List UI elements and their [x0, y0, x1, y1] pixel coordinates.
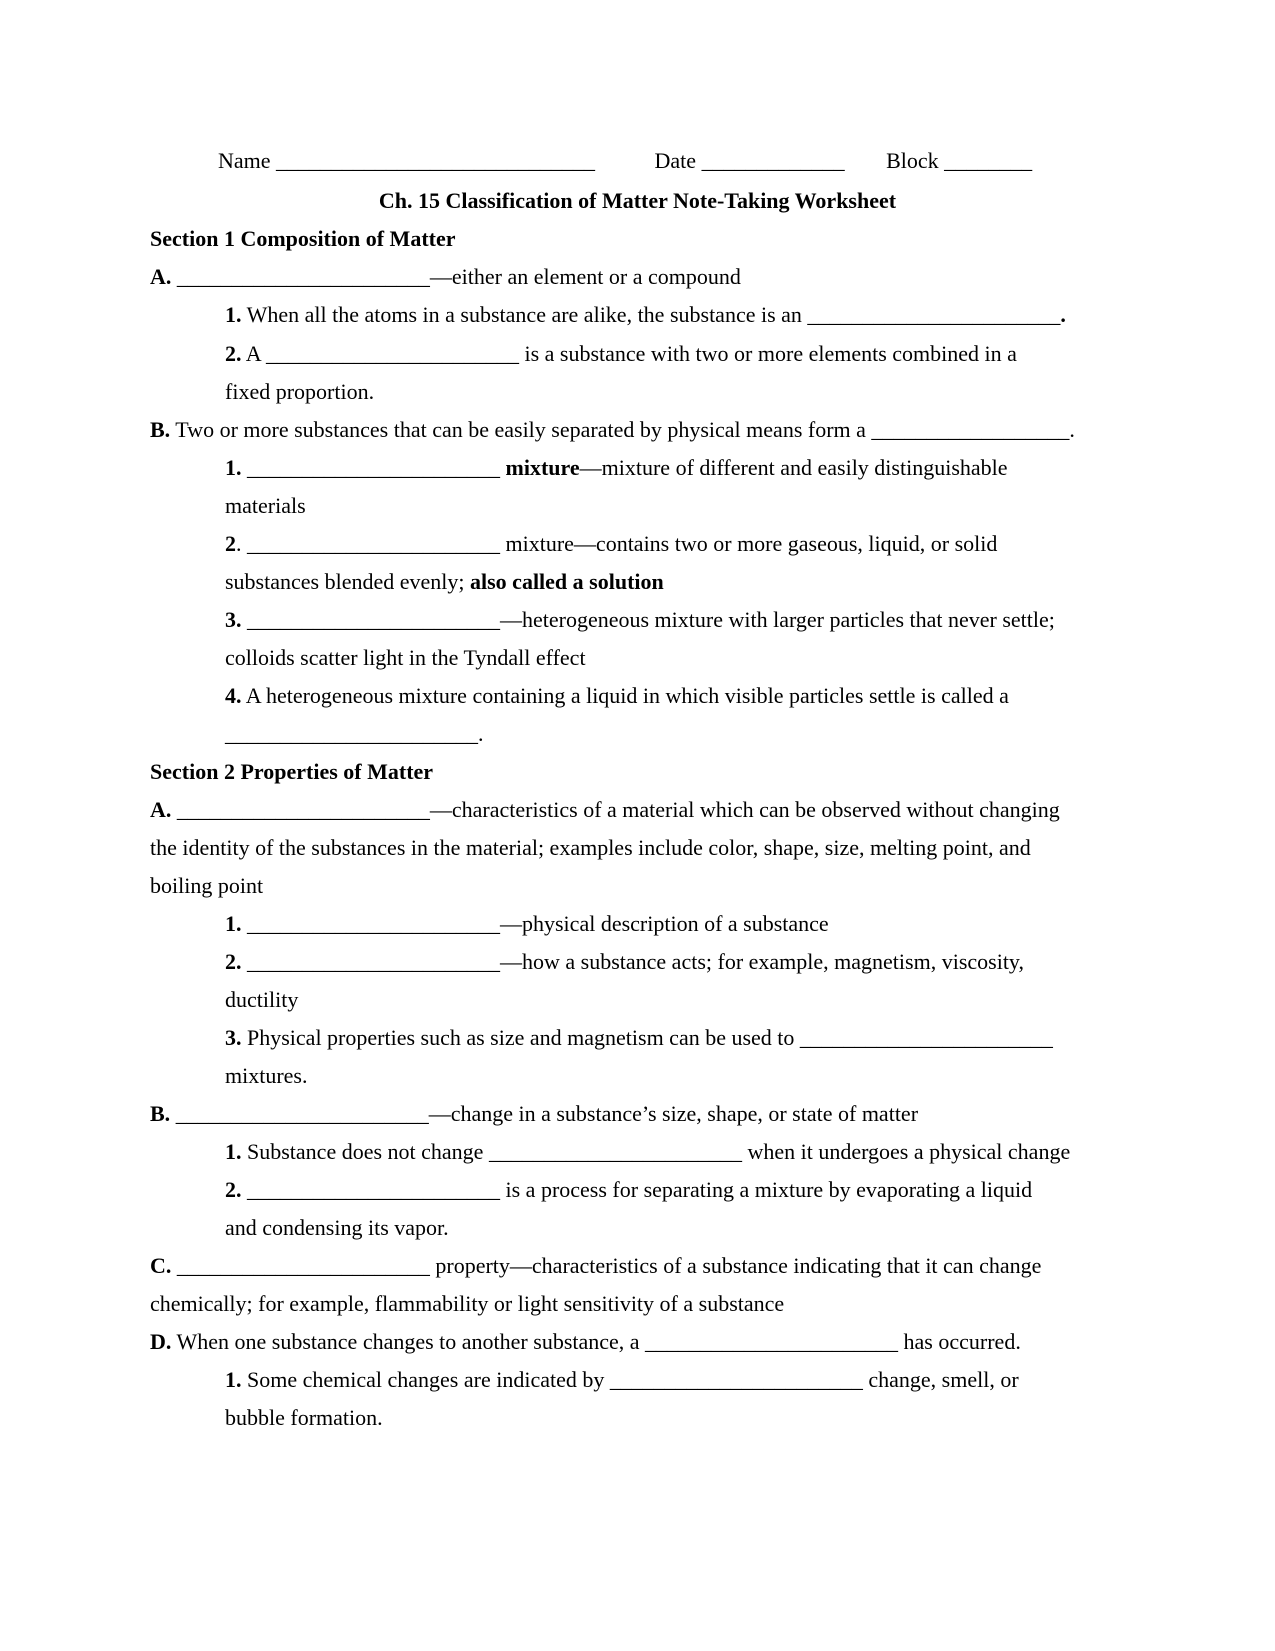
s2-item-b: B. _______________________—change in a substance’s size, shape, or state of matter	[150, 1101, 919, 1126]
fill-blank: _______________________	[645, 1329, 899, 1354]
s1-item-b1-cont: materials	[225, 493, 306, 518]
fill-blank: _______________________	[488, 1139, 742, 1164]
s2-item-c-cont: chemically; for example, flammability or light sensitivity of a substance	[150, 1291, 785, 1316]
date-label: Date	[654, 148, 697, 173]
fill-blank: _______________________	[241, 455, 506, 480]
s1-item-a: A. _______________________—either an element or a compound	[150, 264, 741, 289]
s2-item-a2: 2. _______________________—how a substance acts; for example, magnetism, viscosity,	[225, 949, 1025, 974]
s1-item-b1: 1. _______________________ mixture—mixture of different and easily distinguishable	[225, 455, 1008, 480]
s2-item-d1-cont: bubble formation.	[225, 1405, 383, 1430]
s2-item-a-cont2: boiling point	[150, 873, 264, 898]
fill-blank: _______________________	[807, 302, 1061, 327]
s2-item-c: C. _______________________ property—characteristics of a substance indicating that it can change	[150, 1253, 1042, 1278]
s1-item-b4-cont: _______________________.	[225, 721, 484, 746]
s1-item-b2: 2. _______________________ mixture—contains two or more gaseous, liquid, or solid	[225, 531, 998, 556]
date-blank: _____________	[701, 148, 845, 173]
s1-item-b4: 4. A heterogeneous mixture containing a liquid in which visible particles settle is called a	[225, 683, 1009, 708]
section2-heading: Section 2 Properties of Matter	[150, 759, 434, 784]
fill-blank: _______________________	[171, 797, 430, 822]
fill-blank: _______________________	[241, 911, 500, 936]
fill-blank: _______________________	[609, 1367, 863, 1392]
section1-heading: Section 1 Composition of Matter	[150, 226, 456, 251]
s1-item-a2: 2. A _______________________ is a substance with two or more elements combined in a	[225, 341, 1017, 366]
s2-item-d1: 1. Some chemical changes are indicated by _______________________ change, smell, or	[225, 1367, 1019, 1392]
s2-item-b2: 2. _______________________ is a process for separating a mixture by evaporating a liquid	[225, 1177, 1033, 1202]
block-label: Block	[886, 148, 939, 173]
s2-item-a2-cont: ductility	[225, 987, 299, 1012]
fill-blank: _______________________	[241, 949, 500, 974]
s2-item-d: D. When one substance changes to another substance, a _______________________ has occurred.	[150, 1329, 1021, 1354]
s2-item-b2-cont: and condensing its vapor.	[225, 1215, 449, 1240]
name-label: Name	[218, 148, 271, 173]
s2-item-a3: 3. Physical properties such as size and magnetism can be used to _______________________	[225, 1025, 1053, 1050]
fill-blank: _______________________	[799, 1025, 1053, 1050]
name-blank: _____________________________	[276, 148, 596, 173]
fill-blank: __________________	[871, 417, 1070, 442]
header-line	[218, 148, 1032, 174]
s1-item-a2-cont: fixed proportion.	[225, 379, 375, 404]
fill-blank: _______________________	[171, 1253, 430, 1278]
s2-item-a1: 1. _______________________—physical description of a substance	[225, 911, 829, 936]
block-blank: ________	[944, 148, 1033, 173]
fill-blank: _______________________	[241, 607, 500, 632]
s2-item-b1: 1. Substance does not change _______________________ when it undergoes a physical change	[225, 1139, 1071, 1164]
s1-item-b3: 3. _______________________—heterogeneous mixture with larger particles that never settle;	[225, 607, 1055, 632]
fill-blank: _______________________	[170, 1101, 429, 1126]
fill-blank: _______________________	[265, 341, 519, 366]
fill-blank: _______________________	[176, 264, 430, 289]
s2-item-a3-cont: mixtures.	[225, 1063, 308, 1088]
s1-item-b2-cont: substances blended evenly; also called a solution	[225, 569, 664, 594]
s1-item-b3-cont: colloids scatter light in the Tyndall effect	[225, 645, 586, 670]
fill-blank: _______________________	[247, 531, 500, 556]
s1-item-a1: 1. When all the atoms in a substance are alike, the substance is an _______________________.	[225, 302, 1066, 327]
worksheet-title: Ch. 15 Classification of Matter Note-Taking Worksheet	[378, 188, 897, 213]
s1-item-b: B. Two or more substances that can be easily separated by physical means form a __________________.	[150, 417, 1075, 442]
s2-item-a-cont1: the identity of the substances in the material; examples include color, shape, size, melting point, and	[150, 835, 1031, 860]
fill-blank: _______________________	[241, 1177, 500, 1202]
s2-item-a: A. _______________________—characteristics of a material which can be observed without changing	[150, 797, 1060, 822]
